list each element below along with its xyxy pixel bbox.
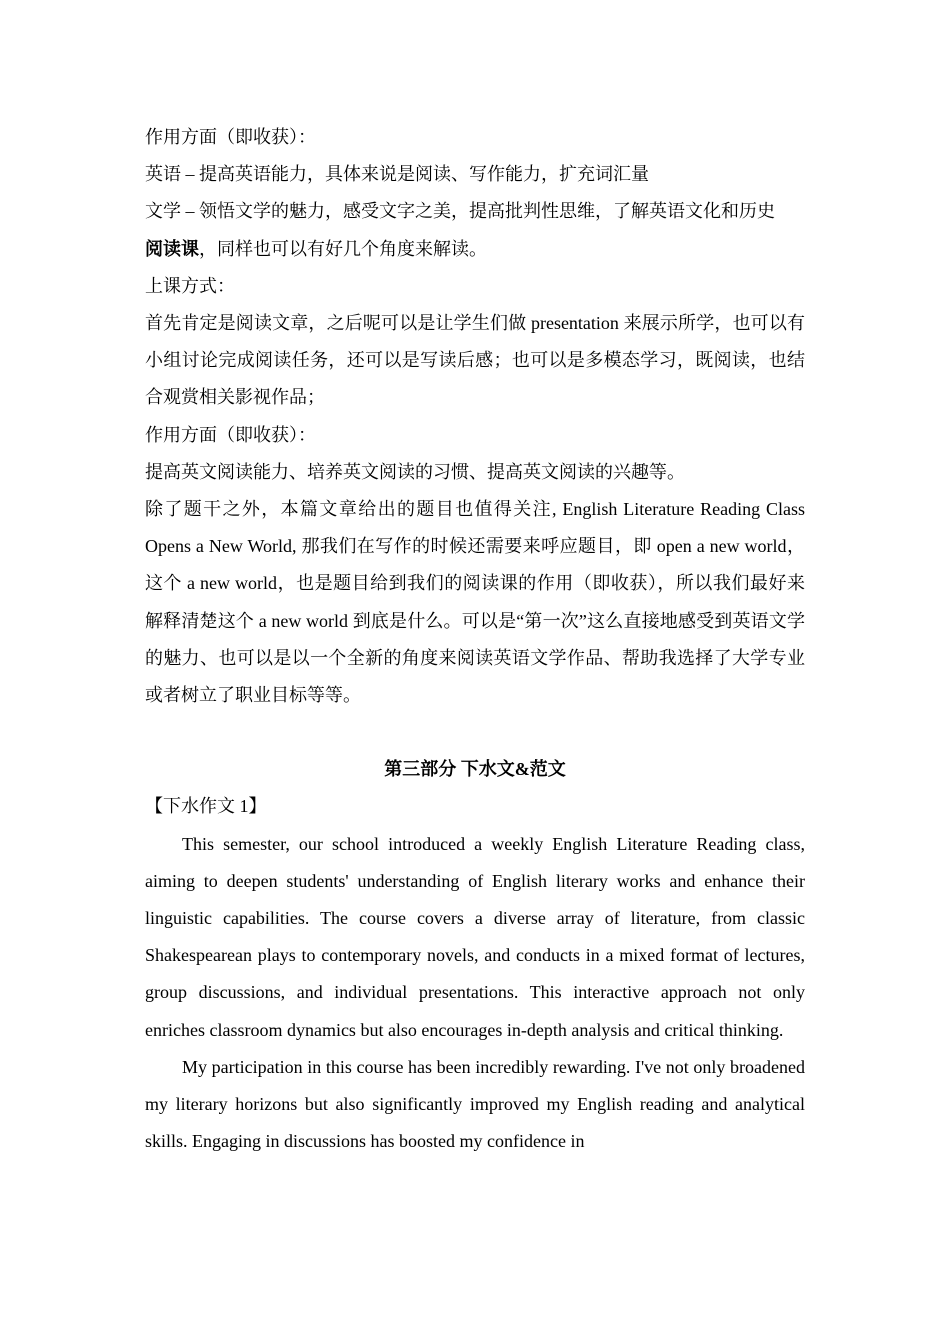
paragraph: 除了题干之外，本篇文章给出的题目也值得关注, English Literature Reading Class Opens a New World, 那我们在写作的时候还需要来呼应题目，即 open a new world，这个 a new world，也是题目给到我们的阅读课的作用（即收获），所以我们最好来解释清楚这个 a new world 到底是什么。可以是“第一次”这么直接地感受到英语文学的魅力、也可以是以一个全新的角度来阅读英语文学作品、帮助我选择了大学专业或者树立了职业目标等等。 bbox=[145, 499, 805, 706]
essay-paragraph: This semester, our school introduced a weekly English Literature Reading class, aiming to deepen students' understanding of English literary works and enhance their linguistic capabilities. The course covers a diverse array of literature, from classic Shakespearean plays to contemporary novels, and conducts in a mixed format of lectures, group discussions, and individual presentations. This interactive approach not only enriches classroom dynamics but also encourages in-depth analysis and critical thinking. bbox=[145, 833, 805, 1040]
paragraph bbox=[145, 231, 805, 268]
paragraph: 提高英文阅读能力、培养英文阅读的习惯、提高英文阅读的兴趣等。 bbox=[145, 461, 685, 482]
paragraph: 作用方面（即收获）： bbox=[145, 127, 316, 147]
paragraph-text: ，同样也可以有好几个角度来解读。 bbox=[199, 238, 487, 259]
paragraph: 上课方式： bbox=[145, 275, 235, 296]
paragraph: 首先肯定是阅读文章，之后呢可以是让学生们做 presentation 来展示所学，也可以有小组讨论完成阅读任务，还可以是写读后感；也可以是多模态学习，既阅读，也结合观赏相关影视作品； bbox=[145, 313, 805, 408]
essay-paragraph: My participation in this course has been incredibly rewarding. I've not only broadened my literary horizons but also significantly improved my English reading and analytical skills. Engaging in discussions has boosted my confidence in bbox=[145, 1056, 805, 1152]
section-heading: 第三部分 下水文&范文 bbox=[384, 759, 566, 780]
paragraph: 文学 – 领悟文学的魅力，感受文字之美，提高批判性思维，了解英语文化和历史 bbox=[145, 201, 775, 222]
document-page bbox=[145, 119, 805, 1160]
essay-label: 【下水作文 1】 bbox=[145, 796, 267, 817]
paragraph: 英语 – 提高英语能力，具体来说是阅读、写作能力，扩充词汇量 bbox=[145, 164, 649, 185]
paragraph: 作用方面（即收获）： bbox=[145, 424, 316, 445]
bold-term: 阅读课 bbox=[145, 238, 199, 259]
